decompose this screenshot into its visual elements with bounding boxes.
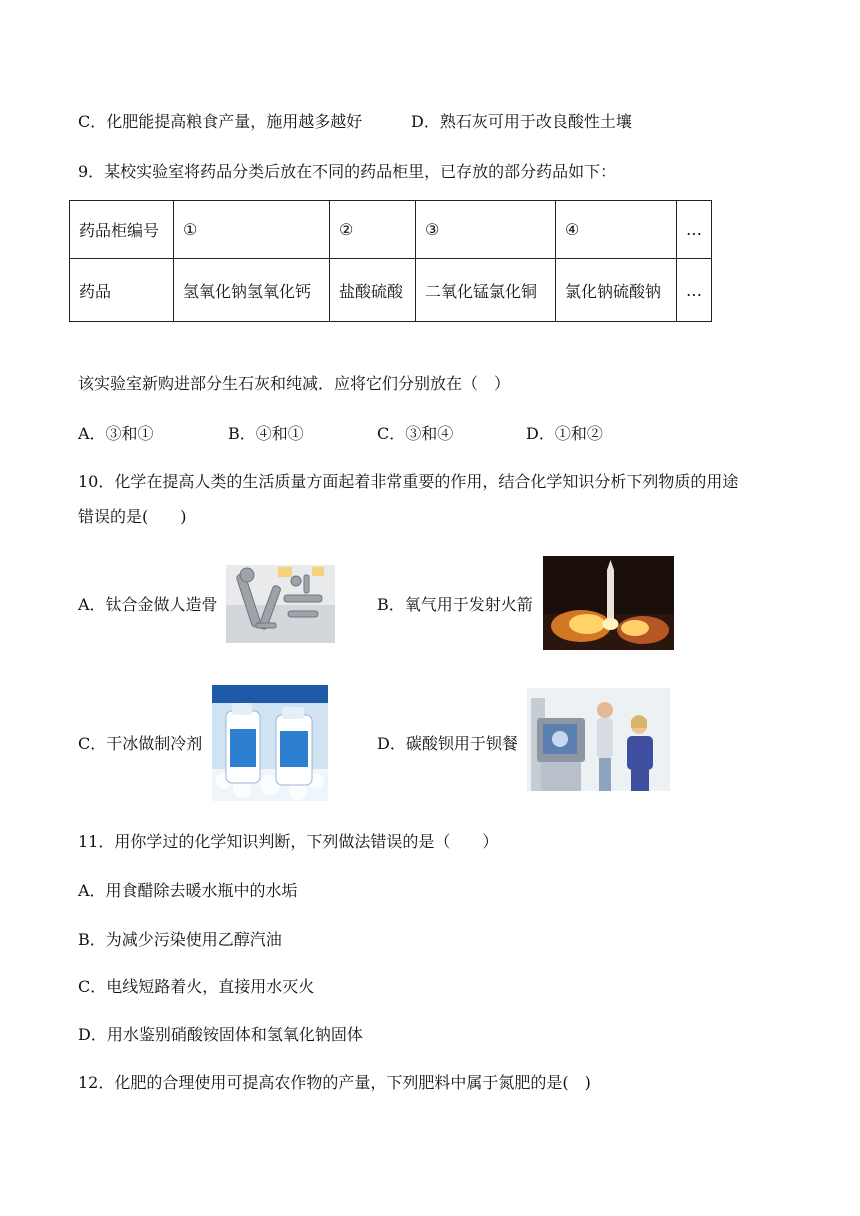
table-cell: ① bbox=[174, 201, 330, 259]
table-cell: ② bbox=[330, 201, 416, 259]
q11-option-c: C．电线短路着火，直接用水灭火 bbox=[78, 977, 315, 996]
q10-option-c: C．干冰做制冷剂 bbox=[78, 734, 203, 753]
q10-option-b: B．氧气用于发射火箭 bbox=[377, 595, 533, 614]
q12-stem: 12．化肥的合理使用可提高农作物的产量，下列肥料中属于氮肥的是( ) bbox=[78, 1073, 591, 1092]
q11-stem: 11．用你学过的化学知识判断，下列做法错误的是（ ） bbox=[78, 832, 499, 851]
table-cell: 药品柜编号 bbox=[70, 201, 174, 259]
q10-stem-line1: 10．化学在提高人类的生活质量方面起着非常重要的作用，结合化学知识分析下列物质的用途 bbox=[78, 472, 739, 491]
q9-option-c: C．③和④ bbox=[377, 424, 454, 443]
q9-stem: 9．某校实验室将药品分类后放在不同的药品柜里，已存放的部分药品如下： bbox=[78, 162, 617, 181]
q11-option-d: D．用水鉴别硝酸铵固体和氢氧化钠固体 bbox=[78, 1025, 363, 1044]
q11-option-b: B．为减少污染使用乙醇汽油 bbox=[78, 930, 282, 949]
q10-stem-line2: 错误的是( ) bbox=[78, 507, 187, 526]
q9-option-d: D．①和② bbox=[526, 424, 603, 443]
table-row bbox=[70, 259, 712, 322]
table-cell: 二氧化锰氯化铜 bbox=[416, 259, 556, 322]
q10-option-a: A．钛合金做人造骨 bbox=[78, 595, 218, 614]
q8-option-d: D．熟石灰可用于改良酸性土壤 bbox=[411, 112, 632, 131]
q9-option-b: B．④和① bbox=[228, 424, 304, 443]
barium-meal-xray-image bbox=[527, 688, 670, 791]
q9-option-a: A．③和① bbox=[78, 424, 154, 443]
table-cell: 盐酸硫酸 bbox=[330, 259, 416, 322]
table-cell: ③ bbox=[416, 201, 556, 259]
table-cell: 氯化钠硫酸钠 bbox=[556, 259, 677, 322]
titanium-bone-image bbox=[226, 565, 335, 643]
medicine-cabinet-table bbox=[69, 200, 712, 322]
table-cell: 氢氧化钠氢氧化钙 bbox=[174, 259, 330, 322]
q10-option-d: D．碳酸钡用于钡餐 bbox=[377, 734, 518, 753]
q11-option-a: A．用食醋除去暖水瓶中的水垢 bbox=[78, 881, 298, 900]
table-cell: 药品 bbox=[70, 259, 174, 322]
dry-ice-spray-image bbox=[212, 685, 328, 801]
table-row bbox=[70, 201, 712, 259]
table-cell: ④ bbox=[556, 201, 677, 259]
rocket-launch-image bbox=[543, 556, 674, 650]
q9-follow-up: 该实验室新购进部分生石灰和纯减．应将它们分别放在（ ） bbox=[78, 374, 511, 393]
table-cell: … bbox=[677, 259, 712, 322]
q8-option-c: C．化肥能提高粮食产量，施用越多越好 bbox=[78, 112, 363, 131]
table-cell: … bbox=[677, 201, 712, 259]
